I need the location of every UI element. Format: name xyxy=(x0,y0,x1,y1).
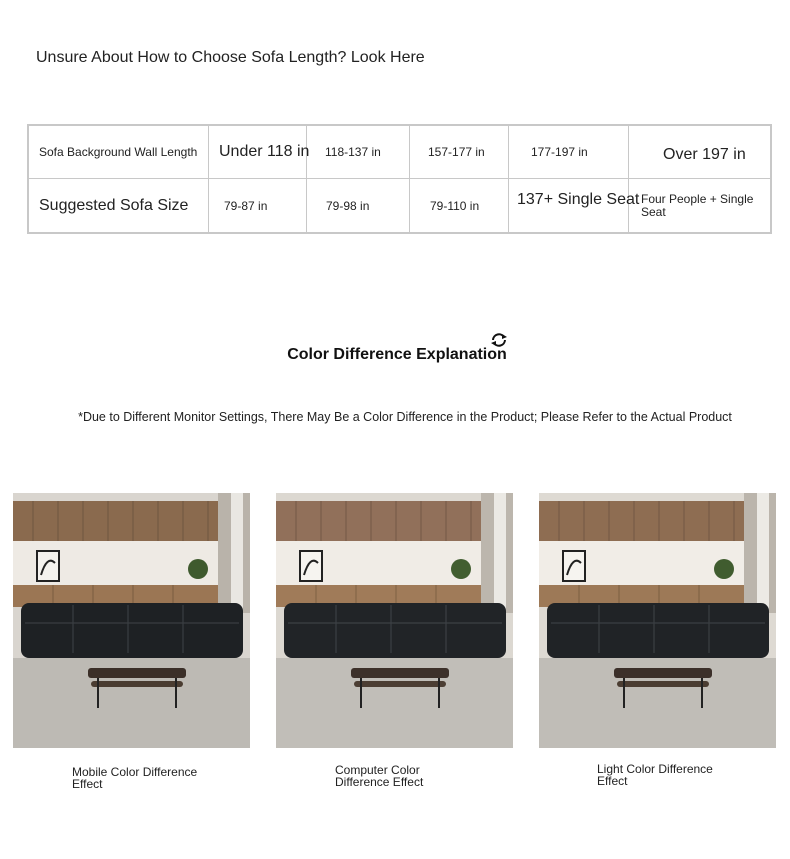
wall-length-cell: 177-197 in xyxy=(509,126,629,179)
light-caption: Light Color Difference Effect xyxy=(597,762,713,788)
wall-length-cell: Over 197 in xyxy=(629,126,770,179)
computer-caption: Computer Color Difference Effect xyxy=(335,763,424,789)
wall-length-cell: 118-137 in xyxy=(307,126,410,179)
suggested-size-cell: 79-110 in xyxy=(410,179,509,232)
mobile-color-photo xyxy=(13,493,250,748)
suggested-size-label: Suggested Sofa Size xyxy=(29,179,209,232)
size-guide-heading: Unsure About How to Choose Sofa Length? Look Here xyxy=(36,49,425,66)
suggested-size-cell: 79-98 in xyxy=(307,179,410,232)
suggested-size-cell: 79-87 in xyxy=(209,179,307,232)
wall-length-label: Sofa Background Wall Length xyxy=(29,126,209,179)
wall-length-cell: Under 118 in xyxy=(209,126,307,179)
mobile-caption: Mobile Color Difference Effect xyxy=(72,765,198,791)
wall-length-cell: 157-177 in xyxy=(410,126,509,179)
color-difference-heading: Color Difference Explanation xyxy=(287,346,507,363)
sofa-room-image xyxy=(276,493,513,748)
sofa-size-table xyxy=(27,124,772,234)
sofa-room-image xyxy=(13,493,250,748)
sofa-room-image xyxy=(539,493,776,748)
light-color-photo xyxy=(539,493,776,748)
color-disclaimer: *Due to Different Monitor Settings, There May Be a Color Difference in the Product; Please Refer to the Actual Product xyxy=(78,410,732,424)
suggested-size-cell: Four People + Single Seat xyxy=(641,191,754,219)
computer-color-photo xyxy=(276,493,513,748)
suggested-size-cell: 137+ Single Seat xyxy=(509,179,629,232)
